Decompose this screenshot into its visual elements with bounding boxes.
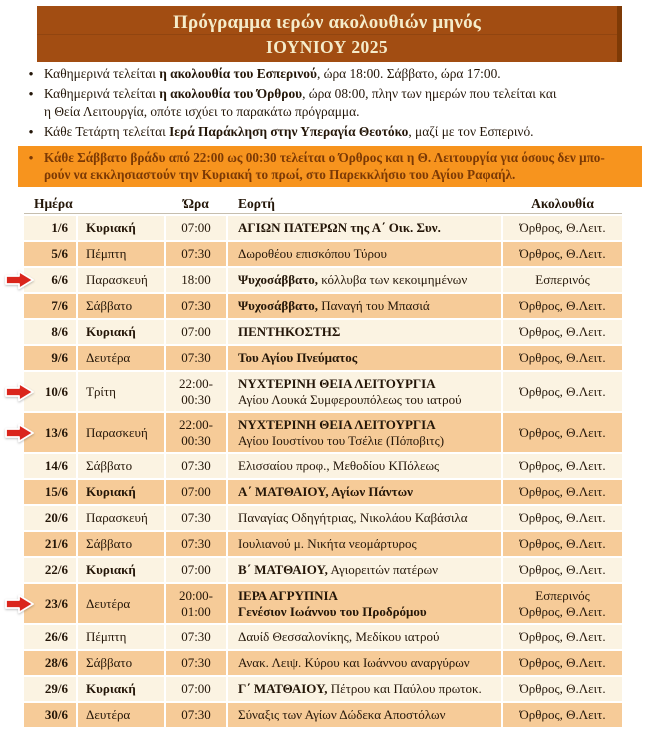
cell-date: 22/6 — [24, 558, 76, 582]
table-row — [24, 677, 622, 701]
bullet-icon: • — [28, 86, 34, 101]
cell-day: Δευτέρα — [78, 346, 164, 370]
cell-day: Κυριακή — [78, 558, 164, 582]
cell-date: 29/6 — [24, 677, 76, 701]
note-item — [18, 84, 642, 122]
time-line: 07:00 — [181, 562, 211, 577]
feast-line — [238, 433, 444, 449]
time-line: 07:00 — [181, 324, 211, 339]
time-line: 07:30 — [181, 629, 211, 644]
cell-day: Παρασκευή — [78, 413, 164, 452]
cell-time — [166, 651, 226, 675]
cell-time — [166, 242, 226, 266]
time-line: 07:00 — [181, 484, 211, 499]
cell-feast — [228, 242, 501, 266]
cell-day: Κυριακή — [78, 216, 164, 240]
cell-feast — [228, 268, 501, 292]
bold-text-segment: Γενέσιον Ιωάννου του Προδρόμου — [238, 603, 427, 619]
cell-feast — [228, 346, 501, 370]
cell-day: Παρασκευή — [78, 268, 164, 292]
cell-day: Σάββατο — [78, 651, 164, 675]
cell-service — [503, 346, 622, 370]
text-segment: , μαζί με τον Εσπερινό. — [408, 124, 534, 139]
text-segment: Ιουλιανού μ. Νικήτα νεομάρτυρος — [238, 536, 417, 551]
bold-text-segment: Κάθε Σάββατο βράδυ από 22:00 ως 00:30 τελείται ο Όρθρος και η Θ. Λειτουργία για όσους δεν μπο- — [44, 150, 605, 165]
time-line: 07:30 — [181, 510, 211, 525]
feast-line — [238, 655, 470, 671]
cell-service — [503, 558, 622, 582]
cell-date: 9/6 — [24, 346, 76, 370]
cell-time — [166, 532, 226, 556]
table-row — [24, 558, 622, 582]
feast-line — [238, 272, 467, 288]
cell-time — [166, 584, 226, 623]
cell-day: Πέμπτη — [78, 625, 164, 649]
bold-text-segment: ΠΕΝΤΗΚΟΣΤΗΣ — [238, 324, 341, 339]
service-line: Όρθρος, Θ.Λειτ. — [519, 350, 606, 365]
cell-time — [166, 294, 226, 318]
bold-text-segment: ΙΕΡΑ ΑΓΡΥΠΝΙΑ — [238, 587, 338, 603]
cell-day: Δευτέρα — [78, 584, 164, 623]
bold-text-segment: η ακολουθία του Εσπερινού — [159, 66, 317, 81]
time-line: 00:30 — [181, 432, 211, 448]
service-line: Όρθρος, Θ.Λειτ. — [519, 458, 606, 473]
cell-time — [166, 703, 226, 727]
cell-service — [503, 625, 622, 649]
service-line: Όρθρος, Θ.Λειτ. — [519, 536, 606, 551]
time-line: 07:30 — [181, 536, 211, 551]
bold-text-segment: ΑΓΙΩΝ ΠΑΤΕΡΩΝ της Α΄ Οικ. Συν. — [238, 220, 441, 235]
notes-list — [18, 64, 642, 187]
feast-line — [238, 588, 338, 604]
cell-service — [503, 242, 622, 266]
text-segment: , ώρα 08:00, πλην των ημερών που τελείται και — [302, 86, 557, 101]
service-line: Όρθρος, Θ.Λειτ. — [519, 424, 606, 440]
note-item — [18, 122, 642, 142]
text-segment: Ανακ. Λειψ. Κύρου και Ιωάννου αναργύρων — [238, 655, 470, 670]
time-line: 07:30 — [181, 298, 211, 313]
schedule-table — [24, 190, 622, 729]
bold-text-segment: Ψυχοσάββατο, — [238, 298, 319, 313]
cell-day: Σάββατο — [78, 532, 164, 556]
cell-feast — [228, 480, 501, 504]
text-segment: Κάθε Τετάρτη τελείται — [44, 124, 170, 139]
note-text — [44, 123, 642, 141]
cell-service — [503, 413, 622, 452]
time-line: 20:00- — [179, 587, 213, 603]
note-line — [44, 149, 638, 166]
cell-day: Σάββατο — [78, 294, 164, 318]
service-line: Όρθρος, Θ.Λειτ. — [519, 298, 606, 313]
cell-time — [166, 216, 226, 240]
note-line — [44, 65, 642, 83]
text-segment: Αγιορειτών πατέρων — [327, 562, 439, 577]
cell-time — [166, 372, 226, 411]
feast-line — [238, 298, 430, 314]
cell-date: 6/6 — [24, 268, 76, 292]
cell-date: 14/6 — [24, 454, 76, 478]
cell-time — [166, 506, 226, 530]
cell-feast — [228, 651, 501, 675]
column-header-day: Ημέρα — [34, 196, 73, 211]
table-row — [24, 532, 622, 556]
time-line: 07:30 — [181, 707, 211, 722]
red-arrow-marker-icon — [4, 269, 36, 291]
cell-service — [503, 480, 622, 504]
table-row — [24, 413, 622, 452]
cell-feast — [228, 413, 501, 452]
note-item — [18, 64, 642, 84]
note-line — [44, 166, 638, 183]
bullet-icon: • — [28, 124, 34, 139]
table-row — [24, 268, 622, 292]
bullet-icon: • — [28, 66, 34, 81]
cell-service — [503, 268, 622, 292]
service-line: Όρθρος, Θ.Λειτ. — [519, 707, 606, 722]
column-header-service: Ακολουθία — [531, 196, 594, 211]
cell-service — [503, 703, 622, 727]
cell-service — [503, 216, 622, 240]
bold-text-segment: η ακολουθία του Όρθρου — [159, 86, 303, 101]
bold-text-segment: Του Αγίου Πνεύματος — [238, 350, 358, 365]
table-row — [24, 625, 622, 649]
bold-text-segment: ρούν να εκκλησιαστούν την Κυριακή το πρωί, στο Παρεκκλήσιο του Αγίου Ραφαήλ. — [44, 167, 516, 182]
cell-feast — [228, 558, 501, 582]
cell-feast — [228, 216, 501, 240]
service-line: Όρθρος, Θ.Λειτ. — [519, 324, 606, 339]
service-line: Εσπερινός — [535, 587, 590, 603]
service-line: Όρθρος, Θ.Λειτ. — [519, 383, 606, 399]
time-line: 01:00 — [181, 603, 211, 619]
time-line: 07:30 — [181, 350, 211, 365]
text-segment: η Θεία Λειτουργία, οπότε ισχύει το παρακάτω πρόγραμμα. — [44, 104, 360, 119]
page-subtitle-month: ΙΟΥΝΙΟΥ 2025 — [265, 36, 389, 57]
text-segment: Καθημερινά τελείται — [44, 66, 160, 81]
cell-day: Κυριακή — [78, 320, 164, 344]
note-text — [44, 65, 642, 83]
table-header — [24, 190, 622, 214]
cell-date: 10/6 — [24, 372, 76, 411]
table-row — [24, 372, 622, 411]
column-header-feast: Εορτή — [238, 196, 275, 211]
cell-feast — [228, 532, 501, 556]
service-line: Όρθρος, Θ.Λειτ. — [519, 220, 606, 235]
time-line: 07:00 — [181, 220, 211, 235]
cell-service — [503, 372, 622, 411]
feast-line — [238, 536, 417, 552]
cell-feast — [228, 703, 501, 727]
cell-time — [166, 413, 226, 452]
cell-time — [166, 558, 226, 582]
time-line: 07:30 — [181, 458, 211, 473]
cell-time — [166, 346, 226, 370]
page-title: Πρόγραμμα ιερών ακολουθιών μηνός — [172, 11, 481, 33]
text-segment: Παναγή του Μπασιά — [318, 298, 430, 313]
cell-date: 1/6 — [24, 216, 76, 240]
cell-date: 21/6 — [24, 532, 76, 556]
bold-text-segment: Ιερά Παράκληση στην Υπεραγία Θεοτόκο — [169, 124, 409, 139]
bold-text-segment: ΝΥΧΤΕΡΙΝΗ ΘΕΙΑ ΛΕΙΤΟΥΡΓΙΑ — [238, 416, 436, 432]
cell-time — [166, 625, 226, 649]
text-segment: Καθημερινά τελείται — [44, 86, 160, 101]
bold-text-segment: Β΄ ΜΑΤΘΑΙΟΥ, — [238, 562, 328, 577]
note-line — [44, 103, 642, 121]
cell-time — [166, 454, 226, 478]
note-item-highlighted — [18, 146, 642, 187]
feast-line — [238, 324, 340, 340]
time-line: 07:30 — [181, 655, 211, 670]
text-segment: Δωροθέου επισκόπου Τύρου — [238, 246, 387, 261]
feast-line — [238, 629, 439, 645]
service-line: Εσπερινός — [535, 272, 590, 287]
feast-line — [238, 510, 468, 526]
time-line: 00:30 — [181, 391, 211, 407]
bold-text-segment: ΝΥΧΤΕΡΙΝΗ ΘΕΙΑ ΛΕΙΤΟΥΡΓΙΑ — [238, 375, 436, 391]
cell-feast — [228, 320, 501, 344]
table-row — [24, 480, 622, 504]
cell-service — [503, 506, 622, 530]
cell-service — [503, 677, 622, 701]
text-segment: Αγίου Λουκά Συμφερουπόλεως του ιατρού — [238, 391, 462, 407]
cell-service — [503, 320, 622, 344]
table-body — [24, 216, 622, 727]
table-row — [24, 703, 622, 727]
cell-service — [503, 651, 622, 675]
note-text — [44, 85, 642, 121]
note-line — [44, 123, 642, 141]
cell-date: 7/6 — [24, 294, 76, 318]
text-segment: Αγίου Ιουστίνου του Τσέλιε (Πόποβιτς) — [238, 432, 445, 448]
text-segment: Δαυίδ Θεσσαλονίκης, Μεδίκου ιατρού — [238, 629, 440, 644]
table-row — [24, 320, 622, 344]
note-line — [44, 85, 642, 103]
note-text — [44, 149, 638, 183]
cell-day: Παρασκευή — [78, 506, 164, 530]
red-arrow-marker-icon — [4, 381, 36, 403]
cell-day: Κυριακή — [78, 480, 164, 504]
text-segment: Παναγίας Οδηγήτριας, Νικολάου Καβάσιλα — [238, 510, 468, 525]
cell-day: Δευτέρα — [78, 703, 164, 727]
cell-service — [503, 532, 622, 556]
feast-line — [238, 392, 462, 408]
feast-line — [238, 604, 427, 620]
feast-line — [238, 350, 357, 366]
cell-date: 8/6 — [24, 320, 76, 344]
cell-time — [166, 320, 226, 344]
bold-text-segment: Α΄ ΜΑΤΘΑΙΟΥ, Αγίων Πάντων — [238, 484, 413, 499]
cell-service — [503, 454, 622, 478]
text-segment: κόλλυβα των κεκοιμημένων — [318, 272, 468, 287]
bullet-icon: • — [28, 150, 34, 165]
table-row — [24, 216, 622, 240]
service-line: Όρθρος, Θ.Λειτ. — [519, 246, 606, 261]
table-row — [24, 506, 622, 530]
bold-text-segment: Γ΄ ΜΑΤΘΑΙΟΥ, — [238, 681, 328, 696]
text-segment: Πέτρου και Παύλου πρωτοκ. — [327, 681, 482, 696]
cell-feast — [228, 454, 501, 478]
table-row — [24, 454, 622, 478]
cell-feast — [228, 372, 501, 411]
cell-feast — [228, 294, 501, 318]
cell-time — [166, 677, 226, 701]
cell-date: 30/6 — [24, 703, 76, 727]
cell-date: 20/6 — [24, 506, 76, 530]
table-row — [24, 294, 622, 318]
feast-line — [238, 562, 438, 578]
table-row — [24, 584, 622, 623]
service-line: Όρθρος, Θ.Λειτ. — [519, 629, 606, 644]
text-segment: Ελισσαίου προφ., Μεθοδίου ΚΠόλεως — [238, 458, 440, 473]
time-line: 22:00- — [179, 416, 213, 432]
title-banner — [37, 6, 622, 62]
table-row — [24, 346, 622, 370]
time-line: 07:00 — [181, 681, 211, 696]
cell-feast — [228, 584, 501, 623]
feast-line — [238, 220, 441, 236]
cell-service — [503, 294, 622, 318]
feast-line — [238, 417, 436, 433]
cell-time — [166, 480, 226, 504]
cell-day: Κυριακή — [78, 677, 164, 701]
cell-date: 26/6 — [24, 625, 76, 649]
feast-line — [238, 458, 439, 474]
time-line: 18:00 — [181, 272, 211, 287]
cell-day: Τρίτη — [78, 372, 164, 411]
service-line: Όρθρος, Θ.Λειτ. — [519, 510, 606, 525]
feast-line — [238, 376, 436, 392]
cell-date: 15/6 — [24, 480, 76, 504]
cell-date: 23/6 — [24, 584, 76, 623]
cell-day: Σάββατο — [78, 454, 164, 478]
title-divider — [37, 34, 617, 35]
cell-date: 13/6 — [24, 413, 76, 452]
cell-feast — [228, 506, 501, 530]
feast-line — [238, 681, 482, 697]
service-line: Όρθρος, Θ.Λειτ. — [519, 681, 606, 696]
service-line: Όρθρος, Θ.Λειτ. — [519, 562, 606, 577]
table-row — [24, 242, 622, 266]
feast-line — [238, 246, 387, 262]
red-arrow-marker-icon — [4, 422, 36, 444]
text-segment: Σύναξις των Αγίων Δώδεκα Αποστόλων — [238, 707, 446, 722]
table-row — [24, 651, 622, 675]
cell-day: Πέμπτη — [78, 242, 164, 266]
time-line: 22:00- — [179, 375, 213, 391]
service-line: Όρθρος, Θ.Λειτ. — [519, 655, 606, 670]
service-line: Όρθρος, Θ.Λειτ. — [519, 603, 606, 619]
cell-feast — [228, 677, 501, 701]
bold-text-segment: Ψυχοσάββατο, — [238, 272, 319, 287]
service-line: Όρθρος, Θ.Λειτ. — [519, 484, 606, 499]
cell-feast — [228, 625, 501, 649]
time-line: 07:30 — [181, 246, 211, 261]
column-header-time: Ώρα — [183, 196, 209, 211]
cell-date: 28/6 — [24, 651, 76, 675]
feast-line — [238, 484, 413, 500]
cell-service — [503, 584, 622, 623]
red-arrow-marker-icon — [4, 593, 36, 615]
feast-line — [238, 707, 445, 723]
cell-time — [166, 268, 226, 292]
text-segment: , ώρα 18:00. Σάββατο, ώρα 17:00. — [316, 66, 501, 81]
cell-date: 5/6 — [24, 242, 76, 266]
